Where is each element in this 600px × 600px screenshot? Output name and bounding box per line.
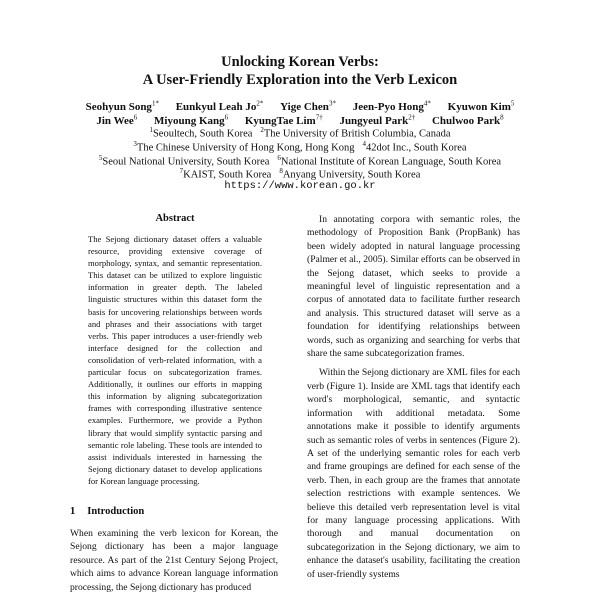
affiliation: Seoul National University, South Korea (102, 156, 270, 168)
affiliation: 42dot Inc., South Korea (365, 142, 467, 154)
affiliation: Seoultech, South Korea (152, 128, 253, 140)
author: Eunkyul Leah $Jo^{2*}$ (175, 99, 264, 113)
author: KyungTae Lim$^{7\dagger}$ (244, 113, 323, 127)
affiliation-line: $^5$Seoul National University, South Korea $^6$National Institute of Korean Language, South Korea (98, 154, 502, 168)
abstract-text: The Sejong dictionary dataset offers a valuable resource, providing extensive coverage of morphology, syntax, and semantic representation. This dataset can be utilized to explore linguistic information in greater depth. The labeled linguistic structures within this dataset form the basis for uncovering relationships between words and phrases and their associations with target verbs. This paper introduces a user-friendly web interface designed for the collection and consolidation of verb-related information, with a particular focus on subcategorization frames. Additionally, it outlines our efforts in mapping this information by aligning subcategorization frames with corresponding illustrative sentence examples. Furthermore, we provide a Python library that would simplify syntactic parsing and semantic role labeling. These tools are intended to assist individuals interested in harnessing the Sejong dictionary dataset to develop applications for Korean language processing. (88, 234, 262, 486)
abstract-heading: Abstract (155, 213, 195, 224)
author: Miyoung Kang$^6$ (154, 113, 229, 127)
abstract-body (88, 233, 262, 487)
affiliation-line: $^1$Seoultech, South Korea $^2$The University of British Columbia, Canada (149, 126, 451, 140)
paper-title-line-1: Unlocking Korean Verbs: (221, 54, 379, 70)
author: Jungyeul Park$^{2\dagger}$ (339, 113, 416, 127)
affiliation-line: $^7$KAIST, South Korea $^8$Anyang University, South Korea (179, 167, 421, 181)
author: Jeen-Pyo Hong$^{4*}$ (352, 99, 431, 113)
author: Jin Wee$^6$ (96, 113, 138, 127)
affiliation: KAIST, South Korea (183, 169, 272, 181)
affiliation: The Chinese University of Hong Kong, Hong Kong (136, 142, 355, 154)
right-column-body (307, 213, 520, 587)
affiliation-line: $^3$The Chinese University of Hong Kong, Hong Kong $^4$42dot Inc., South Korea (133, 140, 467, 154)
project-url[interactable]: https://www.korean.go.kr (224, 180, 376, 192)
author: Chulwoo Park$^8$ (431, 113, 504, 127)
section-title: Introduction (87, 506, 145, 517)
section-heading (70, 506, 144, 517)
paragraph: In annotating corpora with semantic roles, the methodology of Proposition Bank (PropBank) has been widely adopted in natural language processing (Palmer et al., 2005). Similar efforts can be observed in the Sejong dataset, which seeks to provide a meaningful level of linguistic representation and a corpus of annotated data to facilitate further research and analysis. This structured dataset will serve as a foundation for identifying relationships between words, such as organizing and searching for verbs that share the same subcategorization frames. (307, 214, 520, 360)
author: Seohyun Song$^{1*}$ (85, 99, 159, 113)
section-number: 1 (70, 506, 76, 517)
affiliation: Anyang University, South Korea (282, 169, 421, 181)
affiliation: National Institute of Korean Language, South Korea (280, 156, 502, 168)
author: Yige Chen$^{3*}$ (280, 99, 336, 113)
paper-title-line-2: A User-Friendly Exploration into the Verb Lexicon (142, 72, 458, 88)
author: Kyuwon Kim$^5$ (447, 99, 515, 113)
paragraph: When examining the verb lexicon for Korean, the Sejong dictionary has been a major language resource. As part of the 21st Century Sejong Project, which aims to advance Korean language information processing, the Sejong dictionary has produced (70, 528, 278, 593)
introduction-body (70, 527, 278, 594)
affiliation: The University of British Columbia, Canada (263, 128, 451, 140)
paragraph: Within the Sejong dictionary are XML files for each verb (Figure 1). Inside are XML tags that identify each word's morphological, semantic, and syntactic information with additional metadata. Some annotations make it possible to identify arguments such as semantic roles of verbs in sentences (Figure 2). A set of the underlying semantic roles for each verb and frame groupings are defined for each sense of the verb. Then, in each group are the frames that annotate selection restrictions with example sentences. We believe this detailed verb representation level is vital for many language processing applications. With thorough and manual documentation on subcategorization in the Sejong dictionary, we aim to enhance the dataset's usability, facilitating the creation of user-friendly systems (307, 367, 520, 580)
